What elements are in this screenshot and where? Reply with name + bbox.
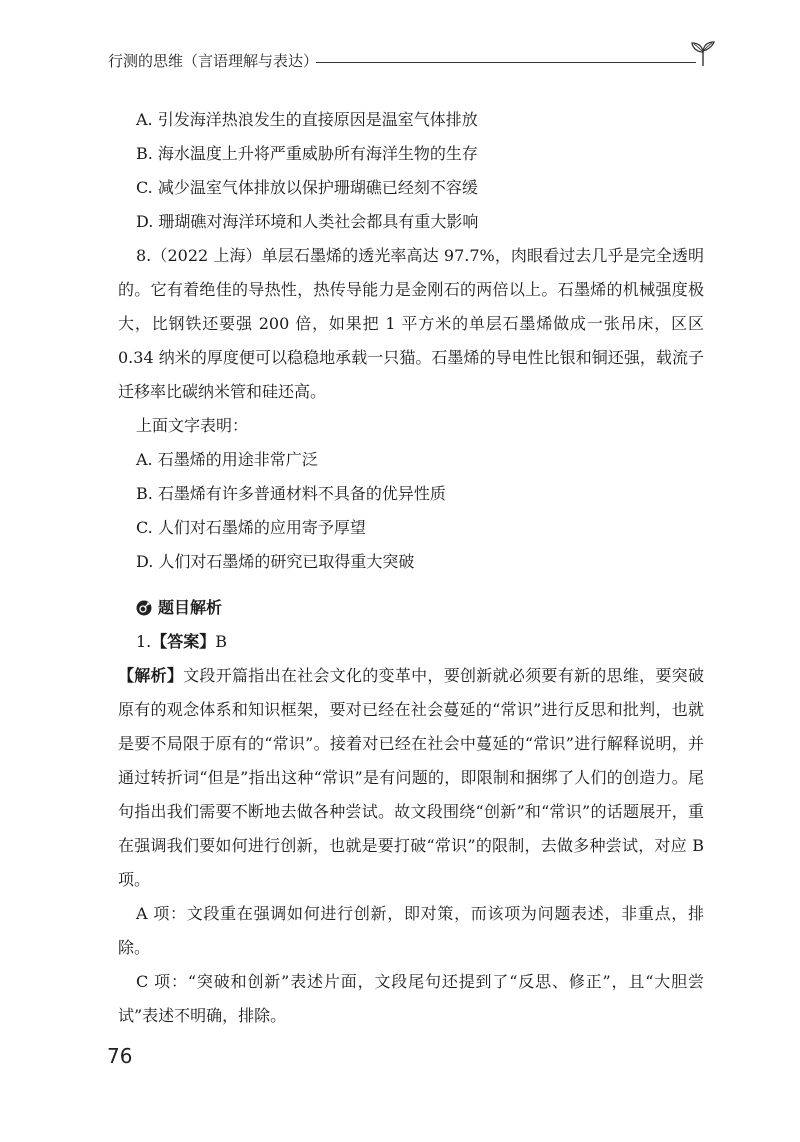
explanation-text: 文段开篇指出在社会文化的变革中，要创新就必须要有新的思维，要突破原有的观念体系和知识框架，要对已经在社会蔓延的“常识”进行反思和批判，也就是要不局限于原有的“常识”。接着对已经在社会中蔓延的“常识”进行解释说明，并通过转折词“但是”指出这种“常识”是有问题的，即限制和捆绑了人们的创造力。尾句指出我们需要不断地去做各种尝试。故文段围绕“创新”和“常识”的话题展开，重在强调我们要如何进行创新，也就是要打破“常识”的限制，去做多种尝试，对应 B 项。 [118, 666, 704, 889]
sprout-icon [688, 40, 718, 68]
running-header-title: 行测的思维（言语理解与表达） [108, 52, 319, 70]
target-icon [136, 600, 152, 616]
question-8-prompt: 上面文字表明： [136, 416, 249, 435]
question-8-option-c: C. 人们对石墨烯的应用寄予厚望 [136, 518, 366, 537]
question-8-option-a: A. 石墨烯的用途非常广泛 [136, 450, 318, 469]
option-b-prev: B. 海水温度上升将严重威胁所有海洋生物的生存 [136, 144, 478, 163]
explanation-paragraph [118, 659, 704, 897]
option-a-prev: A. 引发海洋热浪发生的直接原因是温室气体排放 [136, 110, 478, 129]
question-8-option-b: B. 石墨烯有许多普通材料不具备的优异性质 [136, 484, 446, 503]
header-rule [316, 62, 696, 63]
option-d-prev: D. 珊瑚礁对海洋环境和人类社会都具有重大影响 [136, 212, 479, 231]
running-header [108, 40, 718, 80]
page-content [118, 103, 704, 1033]
answer-label: 【答案】 [151, 632, 216, 651]
answer-value: B [215, 632, 228, 651]
option-a-analysis: A 项：文段重在强调如何进行创新，即对策，而该项为问题表述，非重点，排除。 [118, 904, 704, 957]
question-8-option-d: D. 人们对石墨烯的研究已取得重大突破 [136, 552, 415, 571]
question-8-stem: 8.（2022 上海）单层石墨烯的透光率高达 97.7%，肉眼看过去几乎是完全透明的。它有着绝佳的导热性，热传导能力是金刚石的两倍以上。石墨烯的机械强度极大，比钢铁还要强 200 倍，如果把 1 平方米的单层石墨烯做成一张吊床，区区 0.34 纳米的厚度便可以稳稳地承载一只猫。石墨烯的导电性比银和铜还强，载流子迁移率比碳纳米管和硅还高。 [118, 246, 704, 401]
page-number: 76 [107, 1044, 133, 1068]
option-c-prev: C. 减少温室气体排放以保护珊瑚礁已经刻不容缓 [136, 178, 478, 197]
explanation-label: 【解析】 [118, 666, 184, 685]
option-c-analysis: C 项：“突破和创新”表述片面，文段尾句还提到了“反思、修正”，且“大胆尝试”表述不明确，排除。 [118, 972, 704, 1025]
answer-number: 1. [136, 632, 152, 651]
answer-line [118, 625, 704, 659]
analysis-heading [118, 591, 704, 625]
analysis-heading-text: 题目解析 [158, 598, 223, 617]
